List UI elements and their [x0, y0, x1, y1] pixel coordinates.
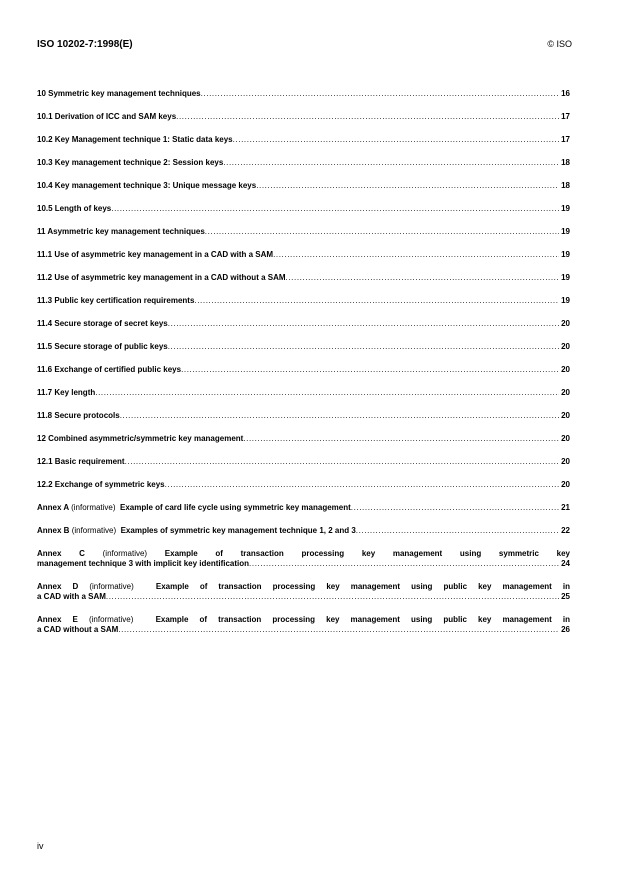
dot-leader — [181, 365, 559, 375]
annex-info: (informative) — [89, 582, 134, 591]
dot-leader — [118, 625, 559, 635]
toc-entry[interactable] — [37, 319, 570, 329]
toc-entry-title: 12.2 Exchange of symmetric keys — [37, 480, 165, 489]
toc-entry-title: 10.3 Key management technique 2: Session keys — [37, 158, 224, 167]
toc-entry[interactable] — [37, 457, 570, 467]
toc-page-number: 20 — [561, 388, 570, 397]
annex-label: Annex D — [37, 582, 79, 591]
toc-entry[interactable] — [37, 411, 570, 421]
toc-entry-title: 11 Asymmetric key management techniques — [37, 227, 205, 236]
toc-entry-title: 11.2 Use of asymmetric key management in a CAD without a SAM — [37, 273, 286, 282]
toc-entry-title: 10.2 Key Management technique 1: Static data keys — [37, 135, 233, 144]
toc-entry-title: 11.4 Secure storage of secret keys — [37, 319, 168, 328]
dot-leader — [286, 273, 560, 283]
page-number: iv — [37, 841, 44, 851]
toc-page-number: 20 — [561, 480, 570, 489]
table-of-contents — [37, 89, 570, 648]
toc-page-number: 20 — [561, 457, 570, 466]
toc-annex-d[interactable] — [37, 582, 570, 602]
dot-leader — [205, 227, 559, 237]
copyright-notice: © ISO — [547, 39, 572, 49]
toc-entry-title: 10.1 Derivation of ICC and SAM keys — [37, 112, 177, 121]
annex-title-line2: management technique 3 with implicit key identification — [37, 559, 250, 568]
dot-leader — [168, 342, 559, 352]
dot-leader — [273, 250, 559, 260]
toc-entry[interactable] — [37, 273, 570, 283]
dot-leader — [176, 112, 559, 122]
annex-title-line2: a CAD with a SAM — [37, 592, 106, 601]
toc-entry[interactable] — [37, 342, 570, 352]
toc-page-number: 20 — [561, 342, 570, 351]
annex-info: (informative) — [71, 526, 117, 535]
toc-page-number: 18 — [561, 158, 570, 167]
dot-leader — [256, 181, 559, 191]
toc-page-number: 20 — [561, 434, 570, 443]
dot-leader — [243, 434, 559, 444]
dot-leader — [194, 296, 559, 306]
toc-entry[interactable] — [37, 181, 570, 191]
document-id: ISO 10202-7:1998(E) — [37, 39, 133, 50]
annex-label: Annex B — [37, 526, 70, 535]
toc-entry-title: 11.1 Use of asymmetric key management in a CAD with a SAM — [37, 250, 274, 259]
toc-annex-a[interactable] — [37, 503, 570, 513]
dot-leader — [95, 388, 559, 398]
toc-entry[interactable] — [37, 135, 570, 145]
toc-entry-title: 11.3 Public key certification requirements — [37, 296, 195, 305]
annex-info: (informative) — [102, 549, 148, 558]
toc-page-number: 17 — [561, 112, 570, 121]
toc-page-number: 18 — [561, 181, 570, 190]
dot-leader — [351, 503, 559, 513]
toc-page-number: 19 — [561, 204, 570, 213]
toc-entry-title: 11.8 Secure protocols — [37, 411, 120, 420]
dot-leader — [125, 457, 559, 467]
toc-entry-title: 12.1 Basic requirement — [37, 457, 125, 466]
toc-entry-title: 12 Combined asymmetric/symmetric key management — [37, 434, 244, 443]
dot-leader — [223, 158, 559, 168]
annex-info: (informative) — [88, 615, 134, 624]
annex-title-line2: a CAD without a SAM — [37, 625, 119, 634]
toc-entry[interactable] — [37, 204, 570, 214]
dot-leader — [165, 480, 559, 490]
toc-annex-b[interactable] — [37, 526, 570, 536]
toc-entry[interactable] — [37, 227, 570, 237]
dot-leader — [249, 559, 559, 569]
dot-leader — [106, 592, 559, 602]
toc-page-number: 20 — [561, 319, 570, 328]
toc-page-number: 19 — [561, 273, 570, 282]
annex-title: Examples of symmetric key management technique 1, 2 and 3 — [120, 526, 356, 535]
toc-annex-e[interactable] — [37, 615, 570, 635]
dot-leader — [168, 319, 559, 329]
toc-entry[interactable] — [37, 480, 570, 490]
toc-entry[interactable] — [37, 388, 570, 398]
dot-leader — [120, 411, 559, 421]
toc-page-number: 25 — [561, 592, 570, 601]
toc-page-number: 17 — [561, 135, 570, 144]
toc-entry-title: 11.6 Exchange of certified public keys — [37, 365, 182, 374]
toc-entry-title: 10.5 Length of keys — [37, 204, 112, 213]
toc-page-number: 19 — [561, 250, 570, 259]
toc-entry[interactable] — [37, 89, 570, 99]
toc-entry-title: 11.7 Key length — [37, 388, 96, 397]
toc-page-number: 21 — [561, 503, 570, 512]
toc-page-number: 22 — [561, 526, 570, 535]
toc-entry[interactable] — [37, 296, 570, 306]
toc-entry[interactable] — [37, 250, 570, 260]
toc-entry-title: 10 Symmetric key management techniques — [37, 89, 201, 98]
toc-page-number: 19 — [561, 296, 570, 305]
dot-leader — [111, 204, 559, 214]
toc-entry-title: 10.4 Key management technique 3: Unique message keys — [37, 181, 257, 190]
toc-page-number: 20 — [561, 411, 570, 420]
dot-leader — [201, 89, 559, 99]
annex-title-line1: Example of transaction processing key management using public key management in — [155, 582, 570, 591]
toc-entry[interactable] — [37, 158, 570, 168]
annex-label: Annex E — [37, 615, 78, 624]
annex-title: Example of card life cycle using symmetric key management — [120, 503, 351, 512]
toc-annex-c[interactable] — [37, 549, 570, 569]
dot-leader — [356, 526, 559, 536]
annex-info: (informative) — [71, 503, 116, 512]
toc-entry[interactable] — [37, 112, 570, 122]
toc-page-number: 20 — [561, 365, 570, 374]
toc-page-number: 16 — [561, 89, 570, 98]
annex-label: Annex C — [37, 549, 85, 558]
toc-entry[interactable] — [37, 434, 570, 444]
toc-entry-title: 11.5 Secure storage of public keys — [37, 342, 168, 351]
annex-title-line1: Example of transaction processing key management using symmetric key — [164, 549, 570, 558]
toc-page-number: 19 — [561, 227, 570, 236]
dot-leader — [233, 135, 559, 145]
toc-page-number: 24 — [561, 559, 570, 568]
toc-page-number: 26 — [561, 625, 570, 634]
annex-label: Annex A — [37, 503, 69, 512]
annex-title-line1: Example of transaction processing key management using public key management in — [155, 615, 570, 624]
toc-entry[interactable] — [37, 365, 570, 375]
